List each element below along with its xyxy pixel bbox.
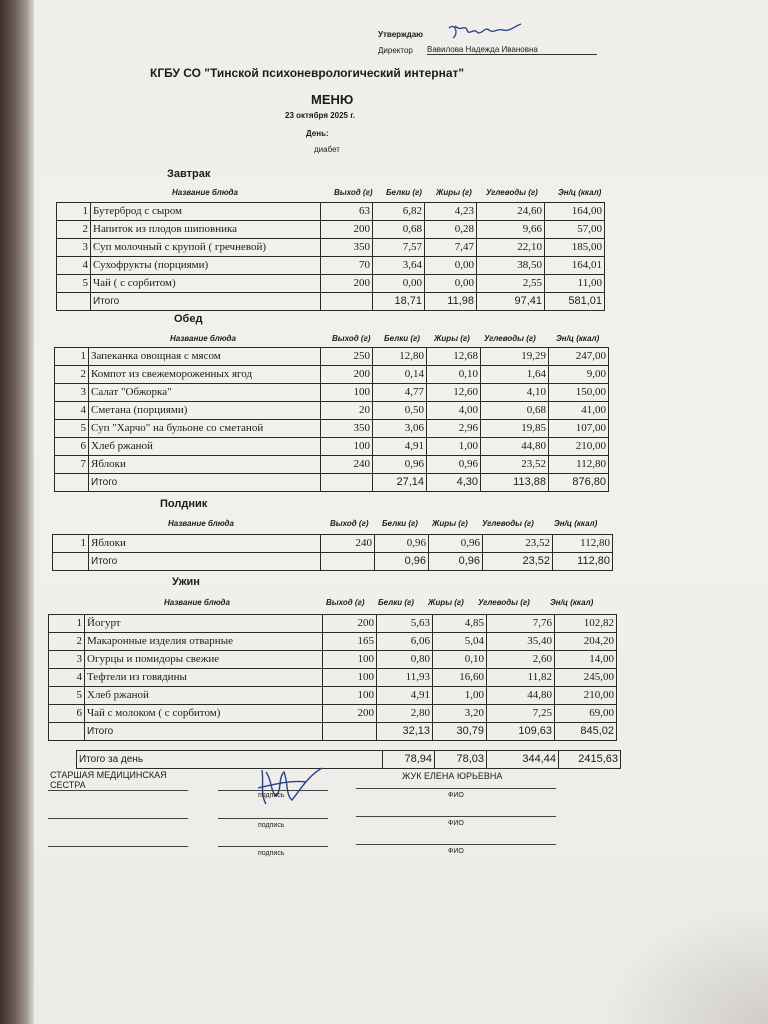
column-header-name: Название блюда [170,334,236,343]
fats-cell: 3,20 [433,705,487,723]
dish-name: Огурцы и помидоры свежие [85,651,323,669]
row-number: 1 [53,535,89,553]
energy-cell: 41,00 [549,402,609,420]
table-row [55,366,609,384]
fats-cell: 0,96 [427,456,481,474]
yield-cell: 200 [321,275,373,293]
yield-cell: 250 [321,348,373,366]
row-number: 2 [55,366,89,384]
nurse-signature [248,760,328,810]
fats-cell: 0,00 [425,257,477,275]
section-title: Полдник [160,498,208,510]
section-title: Ужин [172,576,200,588]
table-row [53,535,613,553]
column-header-fats: Жиры (г) [428,598,464,607]
yield-cell: 200 [321,366,373,384]
column-header-name: Название блюда [164,598,230,607]
footer-line [218,790,328,791]
total-label: Итого [85,723,323,741]
fats-cell: 12,68 [427,348,481,366]
paper-shadow [600,900,768,1024]
yield-cell: 200 [323,615,377,633]
fats-cell: 4,00 [427,402,481,420]
director-name: Вавилова Надежда Ивановна [427,45,597,55]
energy-cell: 210,00 [555,687,617,705]
day-label: День: [306,129,329,138]
total-label: Итого [89,553,321,571]
dish-name: Яблоки [89,535,321,553]
fats-cell: 7,47 [425,239,477,257]
column-header-proteins: Белки (г) [386,188,422,197]
carbs-cell: 7,76 [487,615,555,633]
fats-cell: 0,10 [433,651,487,669]
energy-cell: 164,00 [545,203,605,221]
day-total-carbs: 344,44 [487,751,559,769]
row-number: 4 [55,402,89,420]
carbs-cell: 19,29 [481,348,549,366]
proteins-cell: 11,93 [377,669,433,687]
dish-name: Суп "Харчо" на бульоне со сметаной [89,420,321,438]
table-row [57,275,605,293]
yield-cell: 100 [323,687,377,705]
row-number [49,723,85,741]
row-number: 5 [57,275,91,293]
menu-table [56,202,605,311]
energy-cell: 102,82 [555,615,617,633]
footer-line [218,846,328,847]
column-header-proteins: Белки (г) [382,519,418,528]
proteins-cell: 0,00 [373,275,425,293]
proteins-cell: 6,06 [377,633,433,651]
carbs-cell: 7,25 [487,705,555,723]
column-header-carbs: Углеводы (г) [486,188,538,197]
energy-cell: 107,00 [549,420,609,438]
proteins-cell: 2,80 [377,705,433,723]
row-number: 1 [49,615,85,633]
nurse-name: ЖУК ЕЛЕНА ЮРЬЕВНА [402,771,503,781]
yield-cell [321,293,373,311]
carbs-cell: 9,66 [477,221,545,239]
column-header-fats: Жиры (г) [432,519,468,528]
fats-cell: 5,04 [433,633,487,651]
table-row [49,669,617,687]
column-header-carbs: Углеводы (г) [478,598,530,607]
total-carbs: 97,41 [477,293,545,311]
row-number: 1 [57,203,91,221]
footer-line [48,818,188,819]
column-header-energy: Эн/ц (ккал) [550,598,594,607]
total-proteins: 18,71 [373,293,425,311]
nurse-position-label: СТАРШАЯ МЕДИЦИНСКАЯ СЕСТРА [50,770,167,790]
total-row [49,723,617,741]
yield-cell: 350 [321,239,373,257]
row-number [53,553,89,571]
yield-cell: 200 [323,705,377,723]
fats-cell: 0,10 [427,366,481,384]
column-header-yield: Выход (г) [332,334,371,343]
row-number: 2 [57,221,91,239]
section-title: Завтрак [167,168,211,180]
dish-name: Суп молочный с крупой ( гречневой) [91,239,321,257]
energy-cell: 112,80 [553,535,613,553]
energy-cell: 69,00 [555,705,617,723]
diet-label: диабет [314,145,340,154]
total-proteins: 0,96 [375,553,429,571]
column-header-name: Название блюда [168,519,234,528]
fio-caption: ФИО [448,848,464,855]
day-total-fats: 78,03 [435,751,487,769]
proteins-cell: 0,80 [377,651,433,669]
fats-cell: 2,96 [427,420,481,438]
fats-cell: 16,60 [433,669,487,687]
column-header-proteins: Белки (г) [378,598,414,607]
dish-name: Чай с молоком ( с сорбитом) [85,705,323,723]
row-number [55,474,89,492]
menu-title: МЕНЮ [311,92,354,107]
column-header-yield: Выход (г) [330,519,369,528]
row-number: 3 [57,239,91,257]
carbs-cell: 19,85 [481,420,549,438]
column-header-name: Название блюда [172,188,238,197]
dish-name: Йогурт [85,615,323,633]
dish-name: Сухофрукты (порциями) [91,257,321,275]
row-number: 4 [49,669,85,687]
column-header-yield: Выход (г) [334,188,373,197]
fats-cell: 0,96 [429,535,483,553]
proteins-cell: 4,91 [377,687,433,705]
carbs-cell: 44,80 [481,438,549,456]
column-header-carbs: Углеводы (г) [484,334,536,343]
table-row [57,257,605,275]
proteins-cell: 3,06 [373,420,427,438]
row-number: 3 [55,384,89,402]
total-fats: 0,96 [429,553,483,571]
carbs-cell: 1,64 [481,366,549,384]
yield-cell: 240 [321,456,373,474]
proteins-cell: 0,96 [375,535,429,553]
footer-line [48,846,188,847]
row-number: 4 [57,257,91,275]
fats-cell: 0,00 [425,275,477,293]
yield-cell [321,474,373,492]
table-row [49,687,617,705]
row-number: 3 [49,651,85,669]
document-sheet [34,0,768,1024]
fats-cell: 0,28 [425,221,477,239]
row-number: 6 [55,438,89,456]
dish-name: Тефтели из говядины [85,669,323,687]
column-header-fats: Жиры (г) [436,188,472,197]
footer-line [48,790,188,791]
proteins-cell: 4,77 [373,384,427,402]
total-proteins: 32,13 [377,723,433,741]
energy-cell: 245,00 [555,669,617,687]
table-row [57,239,605,257]
menu-table [54,347,609,492]
footer-line [356,844,556,845]
proteins-cell: 3,64 [373,257,425,275]
proteins-cell: 0,96 [373,456,427,474]
carbs-cell: 24,60 [477,203,545,221]
fio-caption: ФИО [448,792,464,799]
proteins-cell: 0,14 [373,366,427,384]
yield-cell: 165 [323,633,377,651]
total-energy: 845,02 [555,723,617,741]
carbs-cell: 23,52 [481,456,549,474]
table-row [55,438,609,456]
dish-name: Салат "Обжорка" [89,384,321,402]
signature-caption: подпись [258,850,285,857]
column-header-fats: Жиры (г) [434,334,470,343]
table-row [49,705,617,723]
menu-date: 23 октября 2025 г. [285,111,355,120]
organization-title: КГБУ СО "Тинской психоневрологический интернат" [150,66,465,80]
energy-cell: 247,00 [549,348,609,366]
total-carbs: 113,88 [481,474,549,492]
fio-caption: ФИО [448,820,464,827]
director-signature [445,20,525,46]
proteins-cell: 0,68 [373,221,425,239]
row-number: 5 [49,687,85,705]
row-number: 6 [49,705,85,723]
total-row [53,553,613,571]
table-row [55,420,609,438]
proteins-cell: 0,50 [373,402,427,420]
proteins-cell: 5,63 [377,615,433,633]
energy-cell: 14,00 [555,651,617,669]
menu-table [48,614,617,741]
yield-cell: 200 [321,221,373,239]
row-number: 7 [55,456,89,474]
signature-caption: подпись [258,822,285,829]
total-label: Итого [89,474,321,492]
menu-table [52,534,613,571]
proteins-cell: 6,82 [373,203,425,221]
day-total-row [77,751,621,769]
proteins-cell: 7,57 [373,239,425,257]
proteins-cell: 4,91 [373,438,427,456]
dish-name: Сметана (порциями) [89,402,321,420]
total-fats: 30,79 [433,723,487,741]
approve-label: Утверждаю [378,30,423,39]
dish-name: Хлеб ржаной [89,438,321,456]
section-title: Обед [174,313,203,325]
carbs-cell: 38,50 [477,257,545,275]
dish-name: Бутерброд с сыром [91,203,321,221]
footer-line [356,816,556,817]
total-energy: 876,80 [549,474,609,492]
table-row [49,615,617,633]
row-number: 2 [49,633,85,651]
yield-cell [323,723,377,741]
fats-cell: 1,00 [433,687,487,705]
energy-cell: 57,00 [545,221,605,239]
yield-cell: 100 [321,384,373,402]
yield-cell: 240 [321,535,375,553]
fats-cell: 4,23 [425,203,477,221]
energy-cell: 112,80 [549,456,609,474]
yield-cell: 350 [321,420,373,438]
fats-cell: 4,85 [433,615,487,633]
footer-line [356,788,556,789]
dish-name: Яблоки [89,456,321,474]
proteins-cell: 12,80 [373,348,427,366]
signature-caption: подпись [258,792,285,799]
energy-cell: 204,20 [555,633,617,651]
total-proteins: 27,14 [373,474,427,492]
energy-cell: 150,00 [549,384,609,402]
day-total-energy: 2415,63 [559,751,621,769]
column-header-energy: Эн/ц (ккал) [558,188,602,197]
day-total-label: Итого за день [77,751,383,769]
total-row [55,474,609,492]
footer-line [218,818,328,819]
table-row [49,633,617,651]
energy-cell: 185,00 [545,239,605,257]
day-total-proteins: 78,94 [383,751,435,769]
total-fats: 4,30 [427,474,481,492]
table-row [57,203,605,221]
carbs-cell: 4,10 [481,384,549,402]
total-fats: 11,98 [425,293,477,311]
total-carbs: 23,52 [483,553,553,571]
energy-cell: 164,01 [545,257,605,275]
dish-name: Макаронные изделия отварные [85,633,323,651]
yield-cell: 100 [323,651,377,669]
dish-name: Хлеб ржаной [85,687,323,705]
dish-name: Напиток из плодов шиповника [91,221,321,239]
energy-cell: 11,00 [545,275,605,293]
total-energy: 581,01 [545,293,605,311]
table-row [55,456,609,474]
column-header-proteins: Белки (г) [384,334,420,343]
yield-cell: 100 [321,438,373,456]
fats-cell: 12,60 [427,384,481,402]
yield-cell: 20 [321,402,373,420]
carbs-cell: 2,60 [487,651,555,669]
total-row [57,293,605,311]
director-label: Директор [378,46,413,55]
carbs-cell: 11,82 [487,669,555,687]
row-number: 1 [55,348,89,366]
table-row [57,221,605,239]
column-header-carbs: Углеводы (г) [482,519,534,528]
total-energy: 112,80 [553,553,613,571]
carbs-cell: 22,10 [477,239,545,257]
energy-cell: 9,00 [549,366,609,384]
carbs-cell: 44,80 [487,687,555,705]
table-row [55,384,609,402]
yield-cell: 70 [321,257,373,275]
row-number [57,293,91,311]
dish-name: Чай ( с сорбитом) [91,275,321,293]
table-row [49,651,617,669]
fats-cell: 1,00 [427,438,481,456]
table-row [55,348,609,366]
yield-cell [321,553,375,571]
carbs-cell: 23,52 [483,535,553,553]
dish-name: Запеканка овощная с мясом [89,348,321,366]
yield-cell: 63 [321,203,373,221]
total-carbs: 109,63 [487,723,555,741]
carbs-cell: 2,55 [477,275,545,293]
day-total-table [76,750,621,769]
table-row [55,402,609,420]
column-header-energy: Эн/ц (ккал) [554,519,598,528]
carbs-cell: 0,68 [481,402,549,420]
energy-cell: 210,00 [549,438,609,456]
row-number: 5 [55,420,89,438]
carbs-cell: 35,40 [487,633,555,651]
column-header-energy: Эн/ц (ккал) [556,334,600,343]
column-header-yield: Выход (г) [326,598,365,607]
dish-name: Компот из свежемороженных ягод [89,366,321,384]
yield-cell: 100 [323,669,377,687]
total-label: Итого [91,293,321,311]
